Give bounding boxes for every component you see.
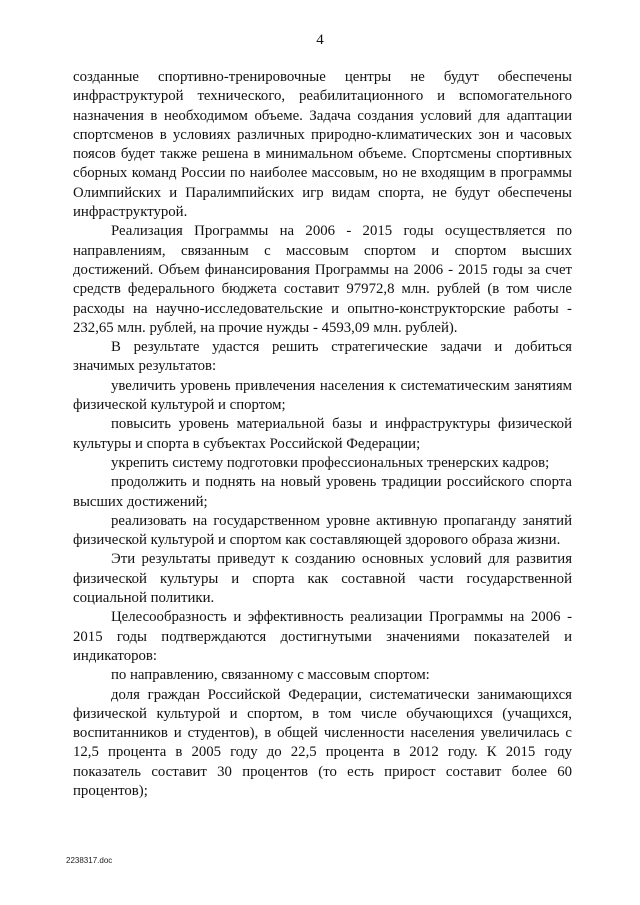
- paragraph: доля граждан Российской Федерации, систематически занимающихся физической культурой и спортом, в том числе обучающихся (учащихся, воспитанников и студентов), в общей численности населения увеличилась с 12,5 процента в 2005 году до 22,5 процента в 2012 году. К 2015 году показатель составит 30 процентов (то есть прирост составит более 60 процентов);: [73, 686, 572, 799]
- paragraph: Реализация Программы на 2006 - 2015 годы осуществляется по направлениям, связанным с массовым спортом и спортом высших достижений. Объем финансирования Программы на 2006 - 2015 годы за счет средств федерального бюджета составит 97972,8 млн. рублей (в том числе расходы на научно-исследовательские и опытно-конструкторские работы - 232,65 млн. рублей, на прочие нужды - 4593,09 млн. рублей).: [73, 223, 572, 336]
- paragraph: реализовать на государственном уровне активную пропаганду занятий физической культурой и спортом как составляющей здорового образа жизни.: [73, 512, 572, 549]
- page-number: 4: [316, 32, 324, 48]
- paragraph: по направлению, связанному с массовым спортом:: [111, 667, 430, 684]
- paragraph: созданные спортивно-тренировочные центры не будут обеспечены инфраструктурой технического, реабилитационного и вспомогательного назначения в необходимом объеме. Задача создания условий для адаптации спортсменов в условиях различных природно-климатических зон и часовых поясов будет также решена в минимальном объеме. Спортсмены спортивных сборных команд России по наиболее массовым, но не входящим в программы Олимпийских и Паралимпийских игр видам спорта, не будут обеспечены инфраструктурой.: [73, 69, 572, 221]
- paragraph: В результате удастся решить стратегические задачи и добиться значимых результатов:: [73, 339, 572, 375]
- paragraph: укрепить систему подготовки профессиональных тренерских кадров;: [111, 454, 550, 471]
- body-text: [73, 68, 572, 801]
- paragraph: Эти результаты приведут к созданию основных условий для развития физической культуры и спорта как составной части государственной социальной политики.: [73, 551, 572, 607]
- paragraph: повысить уровень материальной базы и инфраструктуры физической культуры и спорта в субъектах Российской Федерации;: [73, 416, 572, 452]
- paragraph: увеличить уровень привлечения населения к систематическим занятиям физической культурой и спортом;: [73, 377, 572, 414]
- footer-filename: 2238317.doc: [66, 856, 113, 865]
- paragraph: продолжить и поднять на новый уровень традиции российского спорта высших достижений;: [73, 474, 572, 510]
- paragraph: Целесообразность и эффективность реализации Программы на 2006 - 2015 годы подтверждаются достигнутыми значениями показателей и индикаторов:: [73, 609, 572, 664]
